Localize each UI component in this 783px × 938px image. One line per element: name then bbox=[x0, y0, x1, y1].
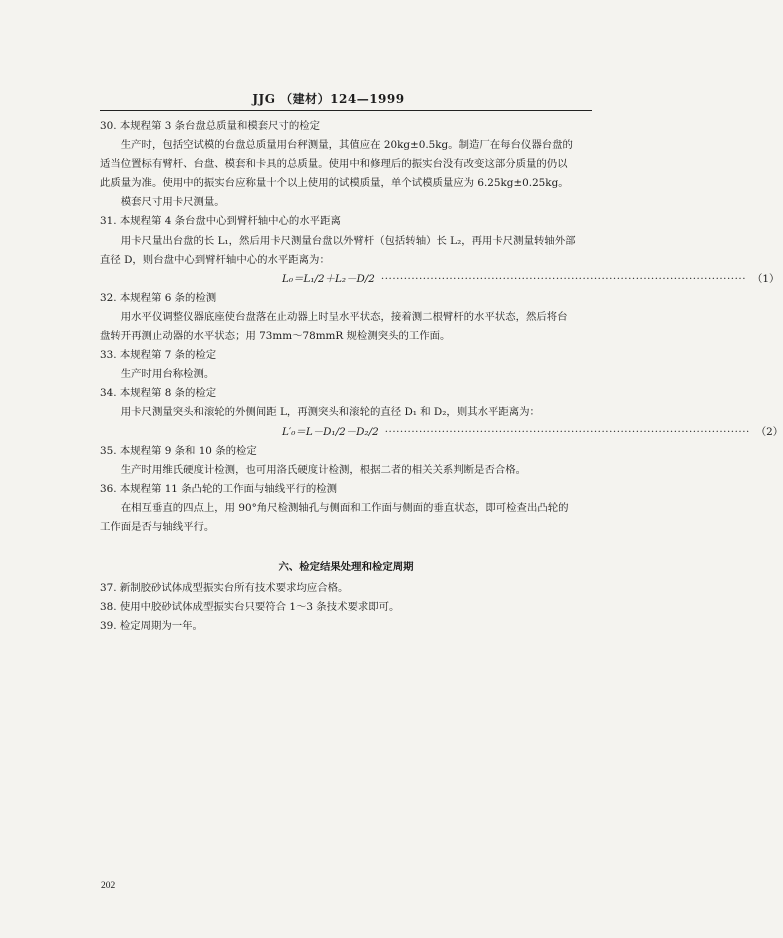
clause-34-heading: 34. 本规程第 8 条的检定 bbox=[100, 387, 217, 400]
paragraph-line: 用水平仪调整仪器底座使台盘落在止动器上时呈水平状态，接着测二根臂杆的水平状态，然后将台 bbox=[100, 310, 568, 323]
clause-38: 38. 使用中胶砂试体成型振实台只要符合 1～3 条技术要求即可。 bbox=[100, 601, 400, 614]
paragraph-line: 生产时用维氏硬度计检测，也可用洛氏硬度计检测，根据二者的相关关系判断是否合格。 bbox=[100, 463, 527, 476]
paragraph-line: 用卡尺量出台盘的长 L₁，然后用卡尺测量台盘以外臂杆（包括转轴）长 L₂，再用卡尺测量转轴外部 bbox=[100, 234, 576, 247]
paragraph-line: 用卡尺测量突头和滚轮的外侧间距 L，再测突头和滚轮的直径 D₁ 和 D₂，则其水平距离为： bbox=[100, 406, 540, 419]
leader-dots: ································································································ bbox=[380, 272, 746, 285]
equation-2-formula: L′₀＝L－D₁/2－D₂/2 bbox=[282, 425, 379, 438]
paragraph-line: 直径 D，则台盘中心到臂杆轴中心的水平距离为： bbox=[100, 253, 330, 266]
clause-32-heading: 32. 本规程第 6 条的检测 bbox=[100, 291, 217, 304]
clause-37: 37. 新制胶砂试体成型振实台所有技术要求均应合格。 bbox=[100, 582, 349, 595]
leader-dots: ································································································ bbox=[384, 425, 750, 438]
paragraph-line: 适当位置标有臂杆、台盘、模套和卡具的总质量。使用中和修理后的振实台没有改变这部分质量的仍以 bbox=[100, 158, 568, 171]
page-number: 202 bbox=[101, 881, 116, 891]
equation-1-number: （1） bbox=[752, 272, 780, 285]
paragraph-line: 此质量为准。使用中的振实台应称量十个以上使用的试模质量，单个试模质量应为 6.25kg±0.25kg。 bbox=[100, 177, 569, 190]
clause-33-heading: 33. 本规程第 7 条的检定 bbox=[100, 349, 217, 362]
paragraph-line: 生产时，包括空试模的台盘总质量用台秤测量，其值应在 20kg±0.5kg。制造厂在每台仪器台盘的 bbox=[100, 139, 573, 152]
running-header: JJG （建材）124—1999 bbox=[252, 92, 405, 106]
section-6-title: 六、检定结果处理和检定周期 bbox=[278, 561, 414, 574]
equation-2 bbox=[100, 423, 783, 442]
header-rule bbox=[100, 110, 592, 111]
paragraph-line: 盘转开再测止动器的水平状态；用 73mm～78mmR 规检测突头的工作面。 bbox=[100, 330, 451, 343]
equation-2-number: （2） bbox=[755, 425, 783, 438]
clause-35-heading: 35. 本规程第 9 条和 10 条的检定 bbox=[100, 444, 257, 457]
clause-31-heading: 31. 本规程第 4 条台盘中心到臂杆轴中心的水平距离 bbox=[100, 215, 341, 228]
paragraph-line: 模套尺寸用卡尺测量。 bbox=[100, 196, 225, 209]
paragraph-line: 在相互垂直的四点上，用 90°角尺检测轴孔与侧面和工作面与侧面的垂直状态，即可检查出凸轮的 bbox=[100, 501, 569, 514]
clause-30-heading: 30. 本规程第 3 条台盘总质量和模套尺寸的检定 bbox=[100, 120, 321, 132]
clause-39: 39. 检定周期为一年。 bbox=[100, 620, 203, 633]
equation-1-formula: L₀＝L₁/2＋L₂－D/2 bbox=[282, 272, 375, 285]
paragraph-line: 生产时用台称检测。 bbox=[100, 368, 215, 381]
body-text bbox=[100, 117, 783, 636]
paragraph-line: 工作面是否与轴线平行。 bbox=[100, 520, 215, 533]
equation-1 bbox=[100, 270, 780, 289]
clause-36-heading: 36. 本规程第 11 条凸轮的工作面与轴线平行的检测 bbox=[100, 482, 338, 495]
